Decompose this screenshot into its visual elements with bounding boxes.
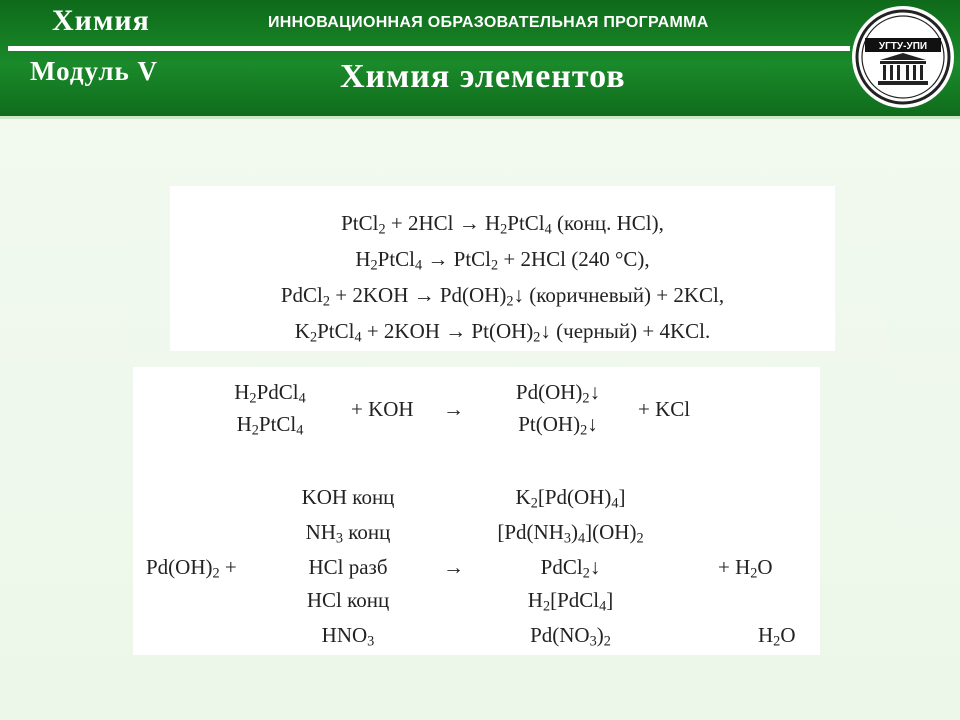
scheme1-reactant-2: $H_2PtCl_4$ (236, 412, 304, 439)
slide-header (0, 0, 960, 119)
scheme2-reagent-2: $NH_3$ конц (305, 520, 391, 547)
scheme2-product-2: $[Pd(NH_3)_4](OH)_2$ (497, 520, 644, 547)
scheme1-product-2: $Pt(OH)_2↓$ (518, 412, 598, 439)
scheme2-byproduct-2: $H_2O$ (758, 623, 796, 650)
scheme1-byproduct: + KCl (638, 397, 691, 421)
scheme2-reactant: $Pd(OH)_2$ + (146, 555, 237, 582)
scheme2-product-3: PdCl$_2$↓ (540, 555, 601, 582)
logo-text: УГТУ-УПИ (878, 41, 928, 52)
scheme1-reagent: + KOH (351, 397, 414, 421)
university-logo-icon (850, 4, 956, 110)
module-title: Модуль V (30, 56, 159, 86)
scheme1-arrow: → (443, 397, 464, 421)
program-title: ИННОВАЦИОННАЯ ОБРАЗОВАТЕЛЬНАЯ ПРОГРАММА (268, 14, 709, 31)
scheme2-reagent-3: HCl разб (308, 555, 388, 579)
subject-title: Химия (52, 4, 150, 37)
scheme2-product-4: $H_2[PdCl_4]$ (527, 588, 614, 615)
scheme2-product-5: $Pd(NO_3)_2$ (530, 623, 611, 650)
equation-line-4 (170, 319, 835, 346)
scheme1-product-1: $Pd(OH)_2↓$ (515, 380, 601, 407)
scheme2-reagent-4: HCl конц (306, 588, 390, 612)
scheme2-byproduct-1: + $H_2O$ (718, 555, 773, 582)
equations-panel-1 (170, 186, 835, 351)
header-divider (8, 46, 850, 51)
eq3-text: PdCl$_2$ + $2KOH \to Pd(OH)_2↓$ (коричневый) + 2KCl, (280, 283, 725, 310)
equation-line-1 (170, 211, 835, 238)
eq2-text: $H_2PtCl_4$ → PtCl$_2$ + 2HCl (240 °C), (355, 247, 650, 274)
scheme2-reagent-5: $HNO_3$ (321, 623, 375, 650)
equation-line-2 (170, 247, 835, 274)
eq4-text: $K_2PtCl_4 + 2KOH$ → $Pt(OH)_2↓$ (черный) + 4KCl. (294, 319, 711, 346)
scheme2-arrow: → (443, 555, 464, 579)
equations-panel-2 (133, 367, 820, 655)
scheme1-reactant-1: $H_2PdCl_4$ (234, 380, 306, 407)
scheme2-reagent-1: KOH конц (301, 485, 395, 509)
equation-line-3 (170, 283, 835, 310)
topic-title: Химия элементов (340, 58, 626, 95)
eq1-text: PtCl$_2$ + $2HCl \to H_2PtCl_4$ (конц. HCl), (341, 211, 664, 238)
scheme2-product-1: $K_2[Pd(OH)_4]$ (515, 485, 626, 512)
